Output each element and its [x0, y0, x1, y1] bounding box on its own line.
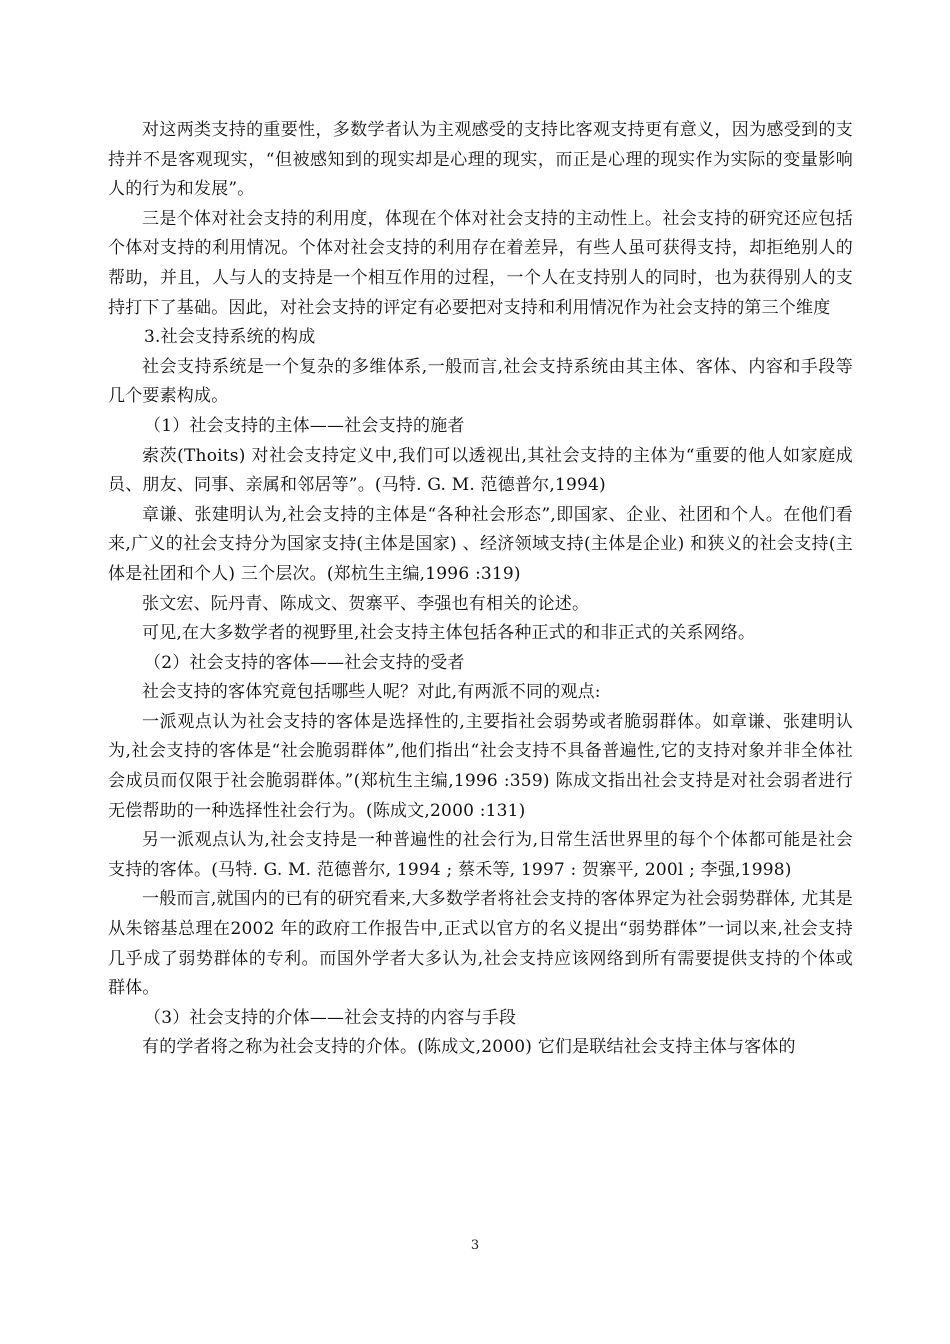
paragraph: 社会支持的客体究竟包括哪些人呢？对此,有两派不同的观点: [142, 682, 601, 703]
paragraph: 另一派观点认为,社会支持是一种普遍性的社会行为,日常生活世界里的每个个体都可能是社会支持的客体。(马特. G. M. 范德普尔, 1994 ; 蔡禾等, 1997 : 贺寨平, 200l ; 李强,1998) [108, 830, 853, 880]
paragraph: 社会支持系统是一个复杂的多维体系,一般而言,社会支持系统由其主体、客体、内容和手段等几个要素构成。 [108, 356, 853, 407]
paragraph: 索茨(Thoits) 对社会支持定义中,我们可以透视出,其社会支持的主体为“重要的他人如家庭成员、朋友、同事、亲属和邻居等”。(马特. G. M. 范德普尔,1994) [108, 445, 853, 496]
document-body [108, 116, 853, 1063]
paragraph: 一派观点认为社会支持的客体是选择性的,主要指社会弱势或者脆弱群体。如章谦、张建明认为,社会支持的客体是“社会脆弱群体”,他们指出“社会支持不具备普遍性,它的支持对象并非全体社会成员而仅限于社会脆弱群体。”(郑杭生主编,1996 :359) 陈成文指出社会支持是对社会弱者进行无偿帮助的一种选择性社会行为。(陈成文,2000 :131) [108, 711, 853, 821]
paragraph: 一般而言,就国内的已有的研究看来,大多数学者将社会支持的客体界定为社会弱势群体, 尤其是从朱镕基总理在2002 年的政府工作报告中,正式以官方的名义提出“弱势群体”一词以来,社会支持几乎成了弱势群体的专利。而国外学者大多认为,社会支持应该网络到所有需要提供支持的个体或群体。 [108, 889, 853, 999]
paragraph: 对这两类支持的重要性，多数学者认为主观感受的支持比客观支持更有意义，因为感受到的支持并不是客观现实，“但被感知到的现实却是心理的现实，而正是心理的现实作为实际的变量影响人的行为和发展”。 [108, 120, 853, 200]
subsection-heading: （2）社会支持的客体——社会支持的受者 [144, 652, 465, 673]
paragraph: 张文宏、阮丹青、陈成文、贺寨平、李强也有相关的论述。 [142, 593, 590, 614]
paragraph: 三是个体对社会支持的利用度，体现在个体对社会支持的主动性上。社会支持的研究还应包括个体对支持的利用情况。个体对社会支持的利用存在着差异，有些人虽可获得支持，却拒绝别人的帮助，并且，人与人的支持是一个相互作用的过程，一个人在支持别人的同时，也为获得别人的支持打下了基础。因此，对社会支持的评定有必要把对支持和利用情况作为社会支持的第三个维度 [108, 208, 853, 318]
subsection-heading: （3）社会支持的介体——社会支持的内容与手段 [144, 1007, 517, 1028]
section-heading: 3.社会支持系统的构成 [144, 327, 316, 348]
paragraph: 章谦、张建明认为,社会支持的主体是“各种社会形态”,即国家、企业、社团和个人。在他们看来,广义的社会支持分为国家支持(主体是国家) 、经济领域支持(主体是企业) 和狭义的社会支持(主体是社团和个人) 三个层次。(郑杭生主编,1996 :319) [108, 504, 853, 584]
paragraph: 有的学者将之称为社会支持的介体。(陈成文,2000) 它们是联结社会支持主体与客体的 [142, 1037, 796, 1058]
page-number: 3 [470, 1238, 480, 1253]
subsection-heading: （1）社会支持的主体——社会支持的施者 [144, 415, 465, 436]
paragraph: 可见,在大多数学者的视野里,社会支持主体包括各种正式的和非正式的关系网络。 [142, 623, 756, 644]
